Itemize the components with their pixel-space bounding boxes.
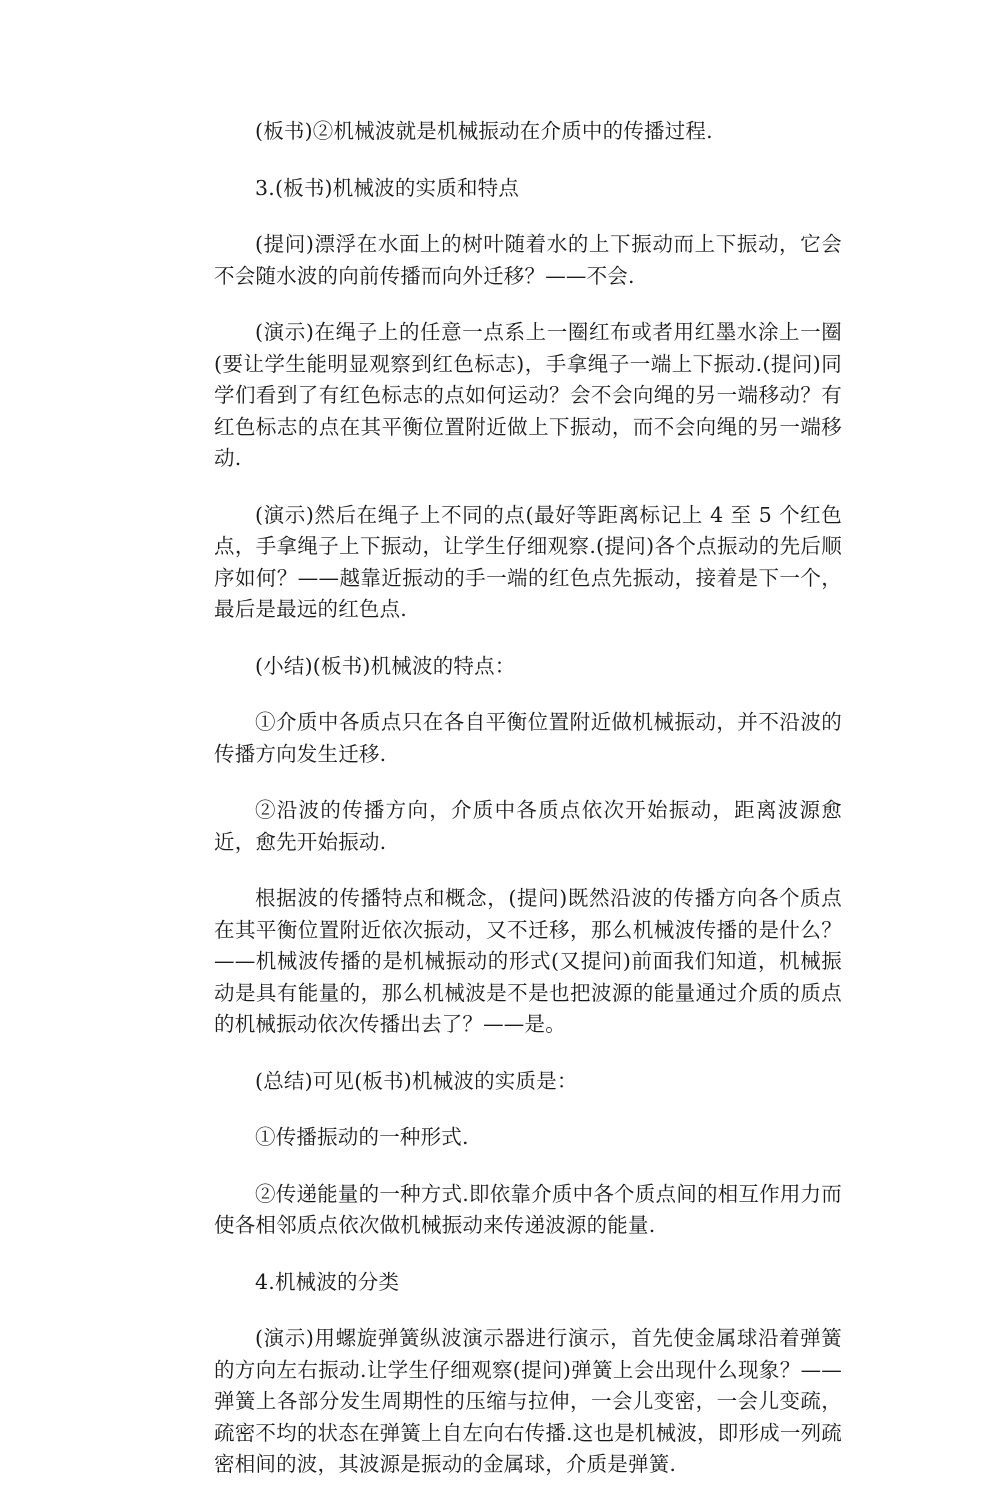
paragraph-feature-2: ②沿波的传播方向，介质中各质点依次开始振动，距离波源愈近，愈先开始振动. <box>214 798 842 854</box>
paragraph-nature-2: ②传递能量的一种方式.即依靠介质中各个质点间的相互作用力而使各相邻质点依次做机械振动来传递波源的能量. <box>214 1181 842 1237</box>
paragraph-what-propagates: 根据波的传播特点和概念，(提问)既然沿波的传播方向各个质点在其平衡位置附近依次振动，又不迁移，那么机械波传播的是什么？——机械波传播的是机械振动的形式(又提问)前面我们知道，机械振动是具有能量的，那么机械波是不是也把波源的能量通过介质的质点的机械振动依次传播出去了？——是。 <box>214 886 842 1036</box>
document-body <box>214 116 842 1506</box>
paragraph-question-leaf: (提问)漂浮在水面上的树叶随着水的上下振动而上下振动，它会不会随水波的向前传播而向外迁移？——不会. <box>214 232 842 288</box>
section-heading-classification: 4.机械波的分类 <box>255 1269 400 1294</box>
paragraph-demo-spring: (演示)用螺旋弹簧纵波演示器进行演示，首先使金属球沿着弹簧的方向左右振动.让学生仔细观察(提问)弹簧上会出现什么现象？——弹簧上各部分发生周期性的压缩与拉伸，一会儿变密，一会儿变疏，疏密不均的状态在弹簧上自左向右传播.这也是机械波，即形成一列疏密相间的波，其波源是振动的金属球，介质是弹簧. <box>214 1326 842 1476</box>
paragraph-summary-features-heading: (小结)(板书)机械波的特点： <box>255 653 516 678</box>
paragraph-nature-1: ①传播振动的一种形式. <box>255 1125 469 1149</box>
section-heading-nature-features: 3.(板书)机械波的实质和特点 <box>255 175 520 200</box>
paragraph-demo-multiple-points: (演示)然后在绳子上不同的点(最好等距离标记上 4 至 5 个红色点，手拿绳子上下振动，让学生仔细观察.(提问)各个点振动的先后顺序如何？——越靠近振动的手一端的红色点先振动，接着是下一个，最后是最远的红色点. <box>214 502 842 621</box>
paragraph-feature-1: ①介质中各质点只在各自平衡位置附近做机械振动，并不沿波的传播方向发生迁移. <box>214 710 842 766</box>
paragraph-conclusion-heading: (总结)可见(板书)机械波的实质是： <box>255 1068 578 1093</box>
paragraph-demo-red-mark: (演示)在绳子上的任意一点系上一圈红布或者用红墨水涂上一圈(要让学生能明显观察到红色标志)，手拿绳子一端上下振动.(提问)同学们看到了有红色标志的点如何运动？会不会向绳的另一端移动？有红色标志的点在其平衡位置附近做上下振动，而不会向绳的另一端移动. <box>214 320 842 470</box>
paragraph-board-note-definition: (板书)②机械波就是机械振动在介质中的传播过程. <box>255 119 713 143</box>
